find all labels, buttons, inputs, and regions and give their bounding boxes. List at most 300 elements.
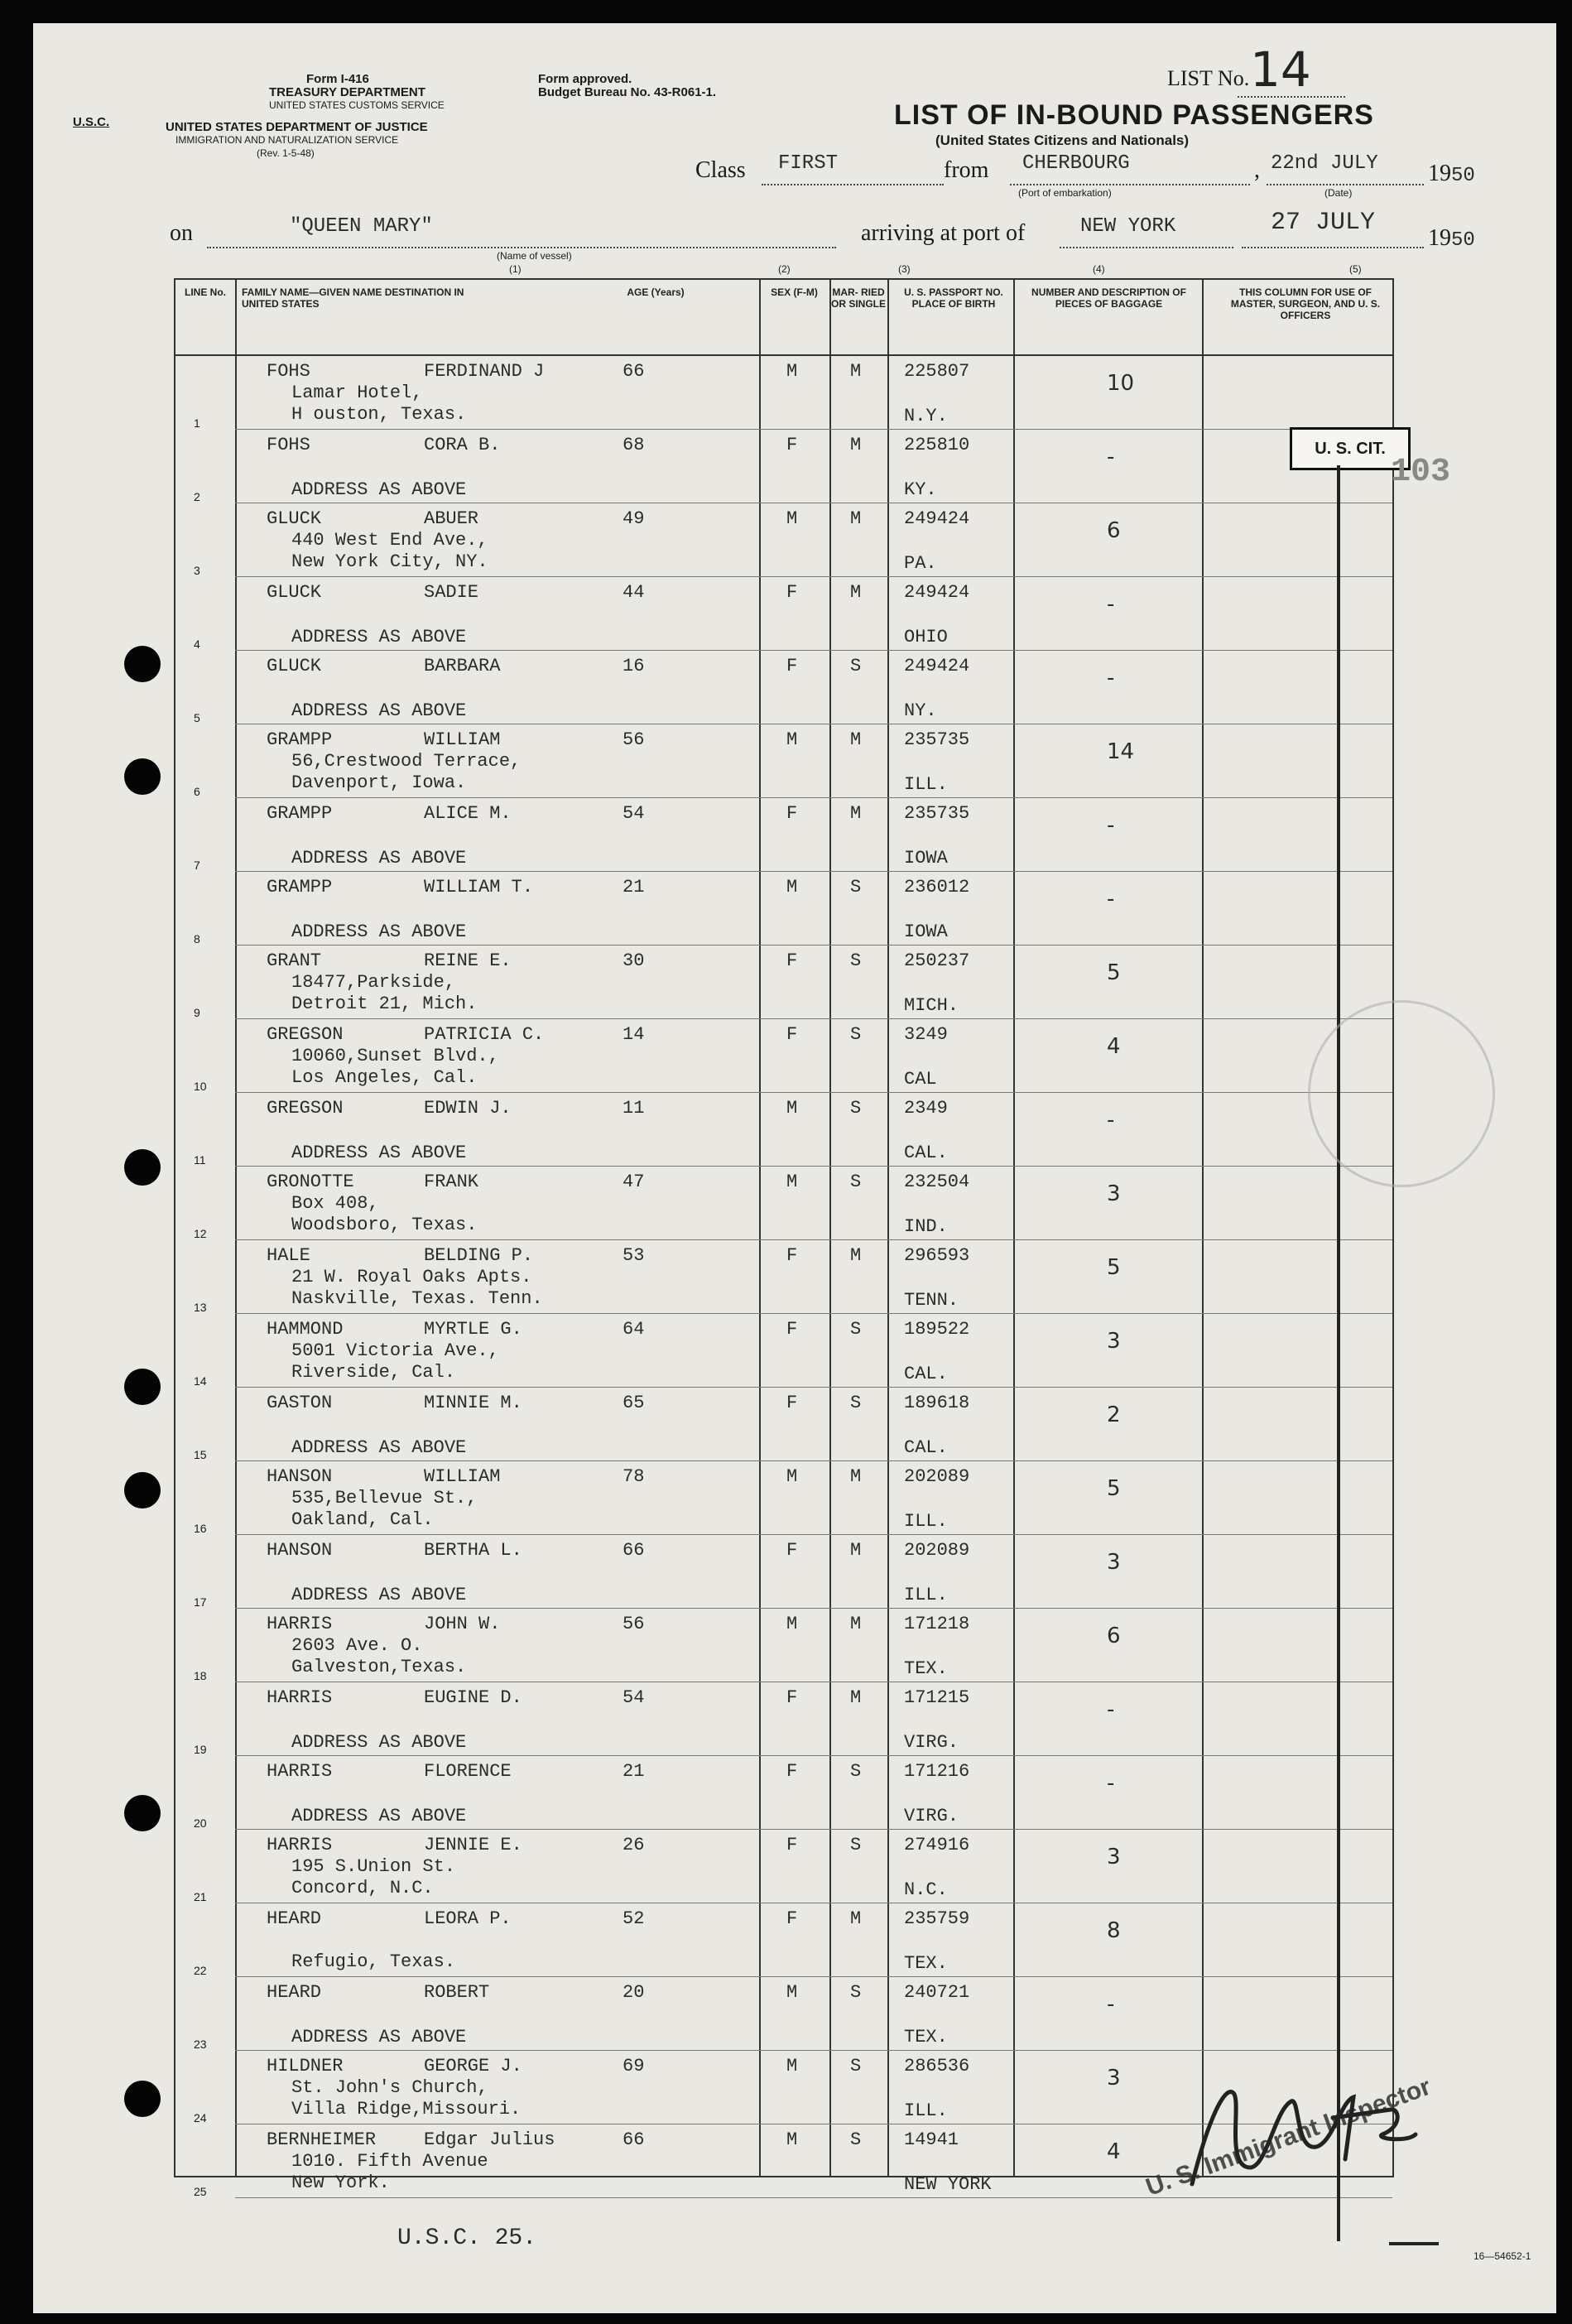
table-row xyxy=(175,1609,1392,1682)
place-of-birth: NEW YORK xyxy=(904,2174,992,2195)
age: 54 xyxy=(623,803,645,824)
baggage-count: 3 xyxy=(1107,1181,1121,1206)
col-header-sex: SEX (F-M) xyxy=(771,286,818,298)
family-name: HILDNER xyxy=(267,2056,344,2076)
marital-status: M xyxy=(850,1687,862,1708)
year-prefix: 19 xyxy=(1428,161,1451,186)
place-of-birth: ILL. xyxy=(904,1585,948,1605)
marital-status: S xyxy=(850,1982,862,2003)
arriving-label: arriving at port of xyxy=(861,220,1026,246)
destination-line: ADDRESS AS ABOVE xyxy=(291,1437,467,1458)
destination-line: 535,Bellevue St., xyxy=(291,1488,478,1508)
marital-status: S xyxy=(850,1761,862,1782)
from-label: from xyxy=(944,157,989,183)
col-mark-4: (4) xyxy=(1093,263,1105,275)
passport-no: 240721 xyxy=(904,1982,970,2003)
destination-line: ADDRESS AS ABOVE xyxy=(291,1732,467,1753)
family-name: HARRIS xyxy=(267,1687,333,1708)
destination-line: New York City, NY. xyxy=(291,551,488,572)
destination-line: 2603 Ave. O. xyxy=(291,1635,423,1656)
col-header-married: MAR- RIED OR SINGLE xyxy=(830,286,886,310)
place-of-birth: IND. xyxy=(904,1216,948,1237)
sex: F xyxy=(786,1908,798,1929)
passport-no: 225807 xyxy=(904,361,970,382)
marital-status: S xyxy=(850,1172,862,1192)
passport-no: 249424 xyxy=(904,582,970,603)
passport-no: 249424 xyxy=(904,656,970,676)
family-name: HARRIS xyxy=(267,1761,333,1782)
from-value: CHERBOURG xyxy=(1022,152,1130,175)
baggage-count: 5 xyxy=(1107,1255,1121,1280)
marital-status: M xyxy=(850,435,862,455)
marital-status: M xyxy=(850,1245,862,1266)
family-name: HANSON xyxy=(267,1540,333,1561)
age: 65 xyxy=(623,1393,645,1413)
baggage-count: - xyxy=(1107,1771,1115,1796)
destination-line: St. John's Church, xyxy=(291,2077,488,2098)
passport-no: 3249 xyxy=(904,1024,948,1045)
table-row xyxy=(175,1461,1392,1535)
given-name: CORA B. xyxy=(424,435,501,455)
passport-no: 171218 xyxy=(904,1614,970,1634)
punch-hole xyxy=(124,1472,161,1508)
on-label: on xyxy=(170,220,193,246)
marital-status: S xyxy=(850,1835,862,1855)
family-name: GLUCK xyxy=(267,508,322,529)
marital-status: S xyxy=(850,1024,862,1045)
destination-line: 56,Crestwood Terrace, xyxy=(291,751,522,772)
immigration-circle-stamp xyxy=(1308,1000,1495,1187)
place-of-birth: IOWA xyxy=(904,921,948,942)
destination-line: ADDRESS AS ABOVE xyxy=(291,1143,467,1163)
passport-no: 235735 xyxy=(904,729,970,750)
given-name: JENNIE E. xyxy=(424,1835,522,1855)
baggage-count: 5 xyxy=(1107,960,1121,985)
marital-status: M xyxy=(850,1614,862,1634)
punch-hole xyxy=(124,1149,161,1186)
place-of-birth: ILL. xyxy=(904,1511,948,1532)
line-number: 5 xyxy=(194,711,200,724)
inspector-signature xyxy=(1175,2068,1424,2192)
baggage-count: 3 xyxy=(1107,1550,1121,1575)
line-number: 9 xyxy=(194,1006,200,1019)
sex: F xyxy=(786,803,798,824)
age: 66 xyxy=(623,1540,645,1561)
family-name: HALE xyxy=(267,1245,310,1266)
family-name: GREGSON xyxy=(267,1098,344,1119)
age: 69 xyxy=(623,2056,645,2076)
line-number: 2 xyxy=(194,490,200,503)
place-of-birth: PA. xyxy=(904,553,937,574)
punch-hole xyxy=(124,758,161,795)
destination-line: ADDRESS AS ABOVE xyxy=(291,921,467,942)
destination-line: Naskville, Texas. Tenn. xyxy=(291,1288,543,1309)
baggage-count: 4 xyxy=(1107,1034,1121,1059)
given-name: FLORENCE xyxy=(424,1761,512,1782)
destination-line: 21 W. Royal Oaks Apts. xyxy=(291,1267,532,1287)
baggage-count: 3 xyxy=(1107,1845,1121,1869)
table-row xyxy=(175,430,1392,503)
passport-no: 274916 xyxy=(904,1835,970,1855)
port-embark-note: (Port of embarkation) xyxy=(1018,187,1112,199)
place-of-birth: CAL. xyxy=(904,1143,948,1163)
baggage-count: 8 xyxy=(1107,1918,1121,1943)
place-of-birth: TEX. xyxy=(904,1953,948,1974)
passport-no: 235759 xyxy=(904,1908,970,1929)
age: 56 xyxy=(623,729,645,750)
passport-no: 250237 xyxy=(904,950,970,971)
line-number: 16 xyxy=(194,1522,207,1535)
passenger-table xyxy=(174,278,1394,2198)
destination-line: 5001 Victoria Ave., xyxy=(291,1340,499,1361)
destination-line: 18477,Parkside, xyxy=(291,972,456,993)
destination-line: Woodsboro, Texas. xyxy=(291,1215,478,1235)
col-header-baggage: NUMBER AND DESCRIPTION OF PIECES OF BAGGAGE xyxy=(1031,286,1186,310)
destination-line: ADDRESS AS ABOVE xyxy=(291,479,467,500)
passport-no: 171215 xyxy=(904,1687,970,1708)
line-number: 24 xyxy=(194,2111,207,2124)
treasury-dept: TREASURY DEPARTMENT xyxy=(269,85,425,99)
place-of-birth: VIRG. xyxy=(904,1732,959,1753)
table-row xyxy=(175,1682,1392,1756)
col-mark-1: (1) xyxy=(509,263,522,275)
sex: F xyxy=(786,656,798,676)
page-title: LIST OF IN-BOUND PASSENGERS xyxy=(894,99,1374,131)
revision: (Rev. 1-5-48) xyxy=(257,147,315,159)
table-row xyxy=(175,651,1392,724)
line-number: 25 xyxy=(194,2185,207,2198)
us-cit-line xyxy=(1337,465,1340,2241)
given-name: SADIE xyxy=(424,582,479,603)
marital-status: M xyxy=(850,1908,862,1929)
line-number: 18 xyxy=(194,1669,207,1682)
punch-hole xyxy=(124,1369,161,1405)
usc-total: U.S.C. 25. xyxy=(397,2225,537,2251)
family-name: GASTON xyxy=(267,1393,333,1413)
given-name: WILLIAM xyxy=(424,729,501,750)
arrival-date: 27 JULY xyxy=(1271,209,1376,237)
sex: M xyxy=(786,729,798,750)
place-of-birth: IOWA xyxy=(904,848,948,868)
age: 53 xyxy=(623,1245,645,1266)
sex: F xyxy=(786,1245,798,1266)
given-name: EUGINE D. xyxy=(424,1687,522,1708)
baggage-count: - xyxy=(1107,1697,1115,1722)
col-header-line: LINE No. xyxy=(185,286,226,298)
family-name: HEARD xyxy=(267,1908,322,1929)
destination-line: Box 408, xyxy=(291,1193,379,1214)
passport-no: 286536 xyxy=(904,2056,970,2076)
sex: M xyxy=(786,508,798,529)
sex: M xyxy=(786,2129,798,2150)
table-row xyxy=(175,1167,1392,1240)
age: 14 xyxy=(623,1024,645,1045)
table-row xyxy=(175,724,1392,798)
baggage-count: - xyxy=(1107,887,1115,912)
destination-line: ADDRESS AS ABOVE xyxy=(291,1806,467,1826)
family-name: FOHS xyxy=(267,435,310,455)
destination-line: Concord, N.C. xyxy=(291,1878,434,1898)
passport-no: 14941 xyxy=(904,2129,959,2150)
punch-hole xyxy=(124,646,161,682)
age: 11 xyxy=(623,1098,645,1119)
marital-status: S xyxy=(850,877,862,897)
passport-no: 189618 xyxy=(904,1393,970,1413)
place-of-birth: TENN. xyxy=(904,1290,959,1311)
given-name: REINE E. xyxy=(424,950,512,971)
vessel-name: "QUEEN MARY" xyxy=(290,215,433,238)
arrival-port: NEW YORK xyxy=(1080,215,1176,238)
form-number: Form I-416 xyxy=(306,72,369,86)
age: 64 xyxy=(623,1319,645,1340)
line-number: 10 xyxy=(194,1080,207,1093)
table-row xyxy=(175,1019,1392,1093)
baggage-count: 3 xyxy=(1107,1329,1121,1354)
destination-line: Oakland, Cal. xyxy=(291,1509,434,1530)
given-name: FRANK xyxy=(424,1172,479,1192)
passport-no: 225810 xyxy=(904,435,970,455)
age: 52 xyxy=(623,1908,645,1929)
line-number: 19 xyxy=(194,1743,207,1756)
given-name: MINNIE M. xyxy=(424,1393,522,1413)
arrival-year-prefix: 19 xyxy=(1428,225,1451,251)
place-of-birth: KY. xyxy=(904,479,937,500)
ins-service: IMMIGRATION AND NATURALIZATION SERVICE xyxy=(175,134,399,146)
given-name: JOHN W. xyxy=(424,1614,501,1634)
marital-status: S xyxy=(850,2056,862,2076)
marital-status: S xyxy=(850,656,862,676)
family-name: GLUCK xyxy=(267,656,322,676)
line-number: 11 xyxy=(194,1153,206,1167)
baggage-count: - xyxy=(1107,445,1115,469)
vessel-note: (Name of vessel) xyxy=(497,250,572,262)
sex: F xyxy=(786,582,798,603)
destination-line: Lamar Hotel, xyxy=(291,383,423,403)
table-row xyxy=(175,1830,1392,1903)
sex: M xyxy=(786,1614,798,1634)
passport-no: 171216 xyxy=(904,1761,970,1782)
place-of-birth: CAL xyxy=(904,1069,937,1090)
given-name: ROBERT xyxy=(424,1982,490,2003)
sex: F xyxy=(786,1540,798,1561)
passport-no: 202089 xyxy=(904,1540,970,1561)
table-row xyxy=(175,503,1392,577)
given-name: BERTHA L. xyxy=(424,1540,522,1561)
col-header-passport: U. S. PASSPORT NO. PLACE OF BIRTH xyxy=(904,286,1003,310)
table-row xyxy=(175,577,1392,651)
given-name: GEORGE J. xyxy=(424,2056,522,2076)
table-row xyxy=(175,1903,1392,1977)
baggage-count: 4 xyxy=(1107,2139,1121,2164)
given-name: PATRICIA C. xyxy=(424,1024,545,1045)
baggage-count: 5 xyxy=(1107,1476,1121,1501)
place-of-birth: VIRG. xyxy=(904,1806,959,1826)
family-name: GRAMPP xyxy=(267,803,333,824)
destination-line: Refugio, Texas. xyxy=(291,1951,456,1972)
table-row xyxy=(175,1977,1392,2051)
age: 26 xyxy=(623,1835,645,1855)
destination-line: ADDRESS AS ABOVE xyxy=(291,848,467,868)
sex: M xyxy=(786,1982,798,2003)
line-number: 17 xyxy=(194,1595,207,1609)
us-cit-stamp: U. S. CIT. xyxy=(1290,427,1411,470)
sex: M xyxy=(786,1098,798,1119)
age: 68 xyxy=(623,435,645,455)
marital-status: M xyxy=(850,1540,862,1561)
table-row xyxy=(175,1314,1392,1388)
table-row xyxy=(175,945,1392,1019)
age: 49 xyxy=(623,508,645,529)
passport-no: 232504 xyxy=(904,1172,970,1192)
table-row xyxy=(175,872,1392,945)
sex: F xyxy=(786,1024,798,1045)
place-of-birth: OHIO xyxy=(904,627,948,647)
arrival-year-suffix: 50 xyxy=(1451,229,1475,252)
marital-status: S xyxy=(850,2129,862,2150)
place-of-birth: TEX. xyxy=(904,1658,948,1679)
line-number: 8 xyxy=(194,932,200,945)
destination-line: Galveston,Texas. xyxy=(291,1657,467,1677)
family-name: BERNHEIMER xyxy=(267,2129,377,2150)
usc-mark: U.S.C. xyxy=(73,115,110,129)
sex: F xyxy=(786,1319,798,1340)
passport-no: 202089 xyxy=(904,1466,970,1487)
line-number: 12 xyxy=(194,1227,207,1240)
line-number: 22 xyxy=(194,1964,207,1977)
table-row xyxy=(175,1535,1392,1609)
age: 30 xyxy=(623,950,645,971)
date-value: 22nd JULY xyxy=(1271,152,1378,175)
family-name: GRAMPP xyxy=(267,729,333,750)
family-name: GRAMPP xyxy=(267,877,333,897)
age: 21 xyxy=(623,1761,645,1782)
passport-no: 296593 xyxy=(904,1245,970,1266)
age: 54 xyxy=(623,1687,645,1708)
marital-status: S xyxy=(850,1098,862,1119)
sex: M xyxy=(786,2056,798,2076)
line-number: 15 xyxy=(194,1448,207,1461)
destination-line: 1010. Fifth Avenue xyxy=(291,2151,488,2172)
family-name: GLUCK xyxy=(267,582,322,603)
col-mark-3: (3) xyxy=(898,263,911,275)
passport-no: 235735 xyxy=(904,803,970,824)
baggage-count: - xyxy=(1107,666,1115,690)
class-value: FIRST xyxy=(778,152,839,175)
place-of-birth: N.Y. xyxy=(904,406,948,426)
passport-no: 189522 xyxy=(904,1319,970,1340)
baggage-count: 6 xyxy=(1107,1624,1121,1648)
place-of-birth: MICH. xyxy=(904,995,959,1016)
page-subtitle: (United States Citizens and Nationals) xyxy=(935,132,1190,148)
age: 56 xyxy=(623,1614,645,1634)
class-label: Class xyxy=(695,157,746,183)
line-number: 1 xyxy=(194,416,200,430)
age: 66 xyxy=(623,2129,645,2150)
place-of-birth: TEX. xyxy=(904,2027,948,2047)
table-row xyxy=(175,1093,1392,1167)
given-name: LEORA P. xyxy=(424,1908,512,1929)
given-name: ALICE M. xyxy=(424,803,512,824)
inspector-stamp: U. S. Immigrant Inspector xyxy=(1142,2072,1435,2202)
baggage-count: 3 xyxy=(1107,2066,1121,2091)
baggage-count: - xyxy=(1107,813,1115,838)
table-row xyxy=(175,798,1392,872)
col-header-name: FAMILY NAME—GIVEN NAME DESTINATION IN UNITED STATES xyxy=(242,286,464,310)
destination-line: ADDRESS AS ABOVE xyxy=(291,700,467,721)
table-row xyxy=(175,1240,1392,1314)
form-approved: Form approved. xyxy=(538,72,632,86)
marital-status: M xyxy=(850,361,862,382)
col-header-age: AGE (Years) xyxy=(627,286,685,298)
age: 47 xyxy=(623,1172,645,1192)
family-name: GREGSON xyxy=(267,1024,344,1045)
destination-line: New York. xyxy=(291,2172,390,2193)
age: 16 xyxy=(623,656,645,676)
baggage-count: 10 xyxy=(1107,371,1135,396)
given-name: EDWIN J. xyxy=(424,1098,512,1119)
table-row xyxy=(175,1388,1392,1461)
form-code: 16—54652-1 xyxy=(1473,2250,1531,2262)
line-number: 14 xyxy=(194,1374,207,1388)
baggage-count: - xyxy=(1107,592,1115,617)
marital-status: M xyxy=(850,729,862,750)
sex: F xyxy=(786,950,798,971)
line-number: 7 xyxy=(194,859,200,872)
destination-line: H ouston, Texas. xyxy=(291,404,467,425)
baggage-count: 6 xyxy=(1107,518,1121,543)
sex: F xyxy=(786,435,798,455)
destination-line: ADDRESS AS ABOVE xyxy=(291,627,467,647)
age: 78 xyxy=(623,1466,645,1487)
line-number: 13 xyxy=(194,1301,207,1314)
line-number: 23 xyxy=(194,2038,207,2051)
destination-line: Davenport, Iowa. xyxy=(291,772,467,793)
sex: F xyxy=(786,1393,798,1413)
family-name: HARRIS xyxy=(267,1835,333,1855)
marital-status: S xyxy=(850,950,862,971)
place-of-birth: N.C. xyxy=(904,1879,948,1900)
col-mark-2: (2) xyxy=(778,263,791,275)
line-number: 20 xyxy=(194,1816,207,1830)
given-name: WILLIAM T. xyxy=(424,877,534,897)
given-name: MYRTLE G. xyxy=(424,1319,522,1340)
given-name: BARBARA xyxy=(424,656,501,676)
marital-status: M xyxy=(850,803,862,824)
place-of-birth: ILL. xyxy=(904,2100,948,2121)
col-mark-5: (5) xyxy=(1349,263,1362,275)
punch-hole xyxy=(124,1795,161,1831)
date-note: (Date) xyxy=(1324,187,1353,199)
given-name: FERDINAND J xyxy=(424,361,545,382)
budget-bureau: Budget Bureau No. 43-R061-1. xyxy=(538,85,717,99)
list-no-label: LIST No. xyxy=(1167,66,1250,90)
family-name: FOHS xyxy=(267,361,310,382)
family-name: HAMMOND xyxy=(267,1319,344,1340)
line-number: 6 xyxy=(194,785,200,798)
list-no: 14 xyxy=(1250,41,1311,98)
sex: M xyxy=(786,1172,798,1192)
destination-line: Villa Ridge,Missouri. xyxy=(291,2099,522,2120)
destination-line: Detroit 21, Mich. xyxy=(291,994,478,1014)
table-row xyxy=(175,356,1392,430)
justice-dept: UNITED STATES DEPARTMENT OF JUSTICE xyxy=(166,120,428,134)
family-name: HARRIS xyxy=(267,1614,333,1634)
destination-line: 440 West End Ave., xyxy=(291,530,488,551)
given-name: Edgar Julius xyxy=(424,2129,555,2150)
marital-status: M xyxy=(850,582,862,603)
sex: M xyxy=(786,1466,798,1487)
family-name: GRANT xyxy=(267,950,322,971)
